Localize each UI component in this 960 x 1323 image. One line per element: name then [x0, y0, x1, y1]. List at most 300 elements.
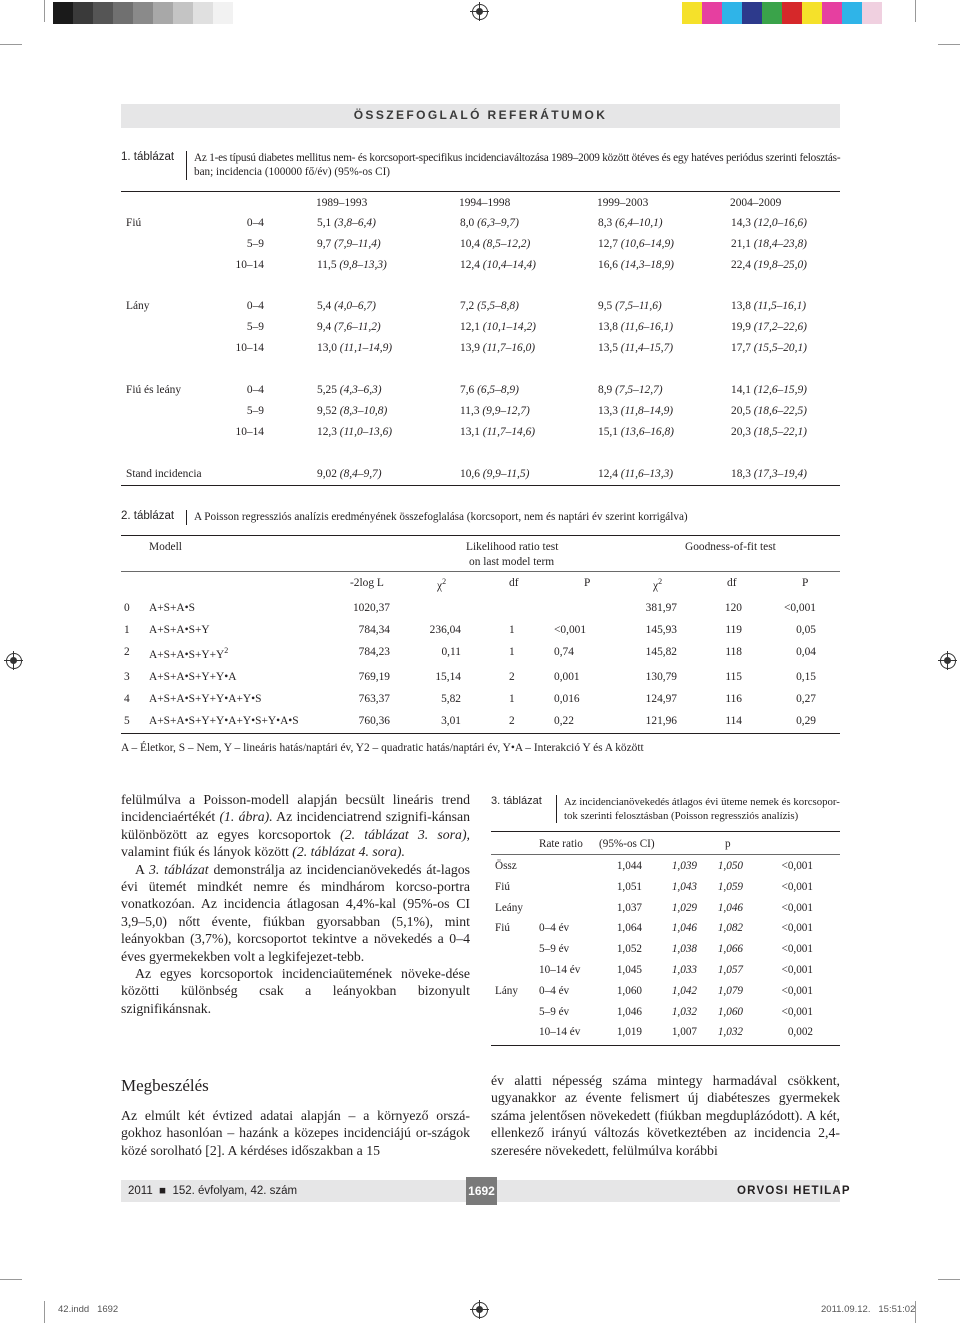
- registration-mark-left: [6, 653, 22, 669]
- slug-date: 2011.09.12. 15:51:02: [821, 1304, 916, 1315]
- ci-lower: 1,039: [671, 860, 697, 872]
- table3-head-p: p: [725, 838, 731, 850]
- loglik-value: 784,23: [358, 646, 390, 658]
- registration-mark-right: [940, 653, 956, 669]
- rate-value: 21,1: [731, 238, 751, 250]
- age-label: 5–9 év: [539, 943, 570, 956]
- p-value: 0,22: [554, 715, 574, 727]
- table-cell: [460, 321, 536, 333]
- p-value: 0,002: [787, 1026, 813, 1039]
- table3-head-rr: Rate ratio: [539, 838, 583, 850]
- chi-symbol: χ: [437, 579, 443, 592]
- ci-value: (18,6–22,5): [750, 405, 807, 417]
- period-header: 1989–1993: [316, 197, 368, 209]
- model-text: A+S+A•S+Y: [149, 624, 210, 636]
- p-value: 0,001: [554, 671, 580, 683]
- paragraph: [121, 791, 470, 861]
- page-number: 1692: [466, 1177, 497, 1205]
- p-value: <0,001: [781, 943, 813, 956]
- table-cell: [460, 405, 530, 417]
- table-cell: [460, 217, 519, 229]
- age-label: 5–9: [246, 405, 264, 417]
- gof-chi2-value: 145,93: [645, 624, 677, 636]
- ci-value: (18,5–22,1): [750, 426, 807, 438]
- loglik-value: 760,36: [358, 715, 390, 727]
- ci-upper: 1,032: [717, 1026, 743, 1039]
- table-cell: [317, 342, 392, 354]
- table1-caption: [194, 151, 842, 179]
- ci-lower: 1,043: [671, 880, 697, 893]
- ci-upper: 1,079: [717, 984, 743, 997]
- rate-value: 9,7: [317, 238, 332, 250]
- table-cell: [598, 300, 662, 312]
- ci-value: (11,6–13,3): [617, 468, 674, 480]
- loglik-value: 1020,37: [352, 602, 390, 614]
- table-cell: [598, 217, 663, 229]
- rate-value: 5,1: [317, 217, 332, 229]
- gof-chi2-value: 145,82: [645, 646, 677, 658]
- model-text: A+S+A•S+Y+Y•A+Y•S: [149, 693, 262, 705]
- rate-value: 18,3: [731, 468, 751, 480]
- rate-value: 5,4: [317, 300, 332, 312]
- body-left-column: [121, 791, 470, 1017]
- superscript: 2: [442, 577, 447, 586]
- gof-p-value: 0,27: [796, 693, 816, 705]
- superscript: 2: [224, 646, 229, 655]
- model-formula: [149, 671, 236, 683]
- p-value: <0,001: [781, 901, 813, 914]
- table3-mid-rule: [491, 854, 840, 855]
- p-value: <0,001: [781, 860, 813, 872]
- rate-value: 19,9: [731, 321, 751, 333]
- rate-value: 12,4: [460, 259, 480, 271]
- table1-caption-line1: Az 1-es típusú diabetes mellitus nem- és korcsoport-specifikus incidenciaváltozása 1989–2009 között ötéves és egy hatéves periódus szerinti felosztás-: [194, 152, 841, 164]
- rate-value: 12,1: [460, 321, 480, 333]
- p-value: <0,001: [554, 624, 587, 636]
- subhead-p: P: [802, 577, 809, 589]
- rate-value: 13,0: [317, 342, 337, 354]
- table-cell: [460, 300, 519, 312]
- slug-file: 42.indd 1692: [58, 1304, 119, 1315]
- rate-value: 13,9: [460, 342, 480, 354]
- table2-top-rule: [121, 535, 840, 536]
- table-cell: [731, 217, 807, 229]
- chi2-value: 15,14: [435, 671, 461, 683]
- ci-lower: 1,032: [671, 1005, 697, 1018]
- model-number: 5: [124, 715, 130, 727]
- ci-value: (17,2–22,6): [750, 321, 807, 333]
- text: Az incidenciatrend szignifi-kánsan különbözött az egyes korcsoportok: [121, 809, 470, 842]
- crop-mark: [938, 44, 960, 45]
- ci-upper: 1,066: [717, 943, 743, 956]
- rate-value: 9,5: [598, 300, 613, 312]
- figure-ref: (1. ábra).: [219, 809, 273, 825]
- p-value: <0,001: [781, 1005, 813, 1018]
- crop-mark: [44, 1301, 45, 1323]
- table-cell: [598, 384, 663, 396]
- gof-df-value: 114: [725, 715, 742, 727]
- rate-value: 20,3: [731, 426, 751, 438]
- table-cell: [731, 300, 806, 312]
- gof-df-value: 115: [725, 671, 742, 683]
- text: felülmúlva a Poisson-modell alapján becsült lineáris trend incidenciaértékét: [121, 792, 470, 825]
- registration-mark-top: [472, 4, 488, 20]
- ci-value: (11,5–16,1): [750, 300, 807, 312]
- rate-value: 5,25: [317, 384, 337, 396]
- caption-divider: [186, 510, 187, 525]
- model-number: 0: [124, 602, 130, 614]
- gof-p-value: <0,001: [783, 602, 816, 614]
- table1-label: 1. táblázat: [121, 151, 175, 163]
- ci-value: (5,5–8,8): [474, 300, 519, 312]
- ci-value: (8,5–12,2): [479, 238, 531, 250]
- crop-mark: [0, 44, 22, 45]
- subhead-chi2: [437, 577, 446, 592]
- age-label: 10–14 év: [539, 1026, 581, 1039]
- rate-value: 14,3: [731, 217, 751, 229]
- rate-value: 13,5: [598, 342, 618, 354]
- ci-lower: 1,042: [671, 984, 697, 997]
- chi2-value: 5,82: [441, 693, 461, 705]
- df-value: 1: [509, 624, 515, 636]
- rate-value: 8,3: [598, 217, 613, 229]
- section-title: ÖSSZEFOGLALÓ REFERÁTUMOK: [353, 108, 608, 122]
- p-value: <0,001: [781, 984, 813, 997]
- model-text: A+S+A•S+Y+Y: [149, 648, 225, 661]
- ci-value: (7,5–11,6): [612, 300, 662, 312]
- ci-value: (6,3–9,7): [474, 217, 519, 229]
- table1-top-rule: [121, 191, 840, 192]
- model-number: 4: [124, 693, 130, 705]
- ci-value: (11,7–16,0): [479, 342, 536, 354]
- table1-bottom-rule: [121, 485, 840, 486]
- table-cell: [731, 342, 807, 354]
- table-cell: [598, 238, 674, 250]
- rate-value: 15,1: [598, 426, 618, 438]
- ci-value: (11,1–14,9): [336, 342, 393, 354]
- caption-divider: [556, 795, 557, 823]
- loglik-value: 763,37: [358, 693, 390, 705]
- subhead-df: df: [727, 577, 737, 589]
- ci-value: (9,9–12,7): [479, 405, 530, 417]
- table-cell: [317, 217, 376, 229]
- table2-head-gof: Goodness-of-fit test: [685, 541, 776, 553]
- model-formula: [149, 624, 210, 636]
- period-header: 1994–1998: [459, 197, 511, 209]
- table-cell: [731, 259, 807, 271]
- ci-value: (11,6–16,1): [617, 321, 674, 333]
- table-cell: [460, 426, 535, 438]
- p-value: 0,74: [554, 646, 574, 658]
- ci-value: (7,6–11,2): [331, 321, 381, 333]
- ci-value: (9,8–13,3): [336, 259, 387, 271]
- table3-label: 3. táblázat: [491, 795, 542, 807]
- age-label: 0–4 év: [539, 922, 570, 935]
- gof-df-value: 119: [725, 624, 742, 636]
- age-label: 5–9 év: [539, 1005, 570, 1018]
- ci-value: (12,0–16,6): [750, 217, 807, 229]
- ci-value: (11,8–14,9): [617, 405, 674, 417]
- table2-caption: A Poisson regressziós analízis eredményének összefoglalása (korcsoport, nem és naptári év szerint korrigálva): [194, 511, 688, 523]
- table3-head-ci: (95%-os CI): [599, 838, 655, 850]
- age-label: 0–4: [246, 300, 264, 312]
- model-formula: [149, 693, 261, 705]
- age-label: 0–4: [246, 384, 264, 396]
- table2-footnote: A – Életkor, S – Nem, Y – lineáris hatás/naptári év, Y2 – quadratic hatás/naptári év, Y•A – Interakció Y és A között: [121, 742, 644, 754]
- ci-value: (6,5–8,9): [474, 384, 519, 396]
- table2-mid-rule: [121, 571, 840, 572]
- text: A: [135, 861, 150, 877]
- gof-p-value: 0,04: [796, 646, 816, 658]
- crop-mark: [0, 1279, 22, 1280]
- table-cell: [731, 426, 807, 438]
- model-formula: [149, 602, 195, 614]
- table-cell: [460, 259, 536, 271]
- rate-ratio: 1,044: [616, 860, 642, 872]
- crop-mark: [44, 0, 45, 22]
- table-cell: [598, 321, 673, 333]
- chi2-value: 0,11: [441, 646, 461, 658]
- ci-upper: 1,050: [717, 860, 743, 872]
- chi-symbol: χ: [653, 579, 659, 592]
- rate-ratio: 1,052: [616, 943, 642, 956]
- table-cell: [731, 405, 807, 417]
- text: valamint fiúk és lányok között: [121, 844, 293, 860]
- table2-bottom-rule: [121, 733, 840, 734]
- age-label: 10–14: [235, 259, 264, 271]
- ci-value: (11,4–15,7): [617, 342, 674, 354]
- paragraph: [121, 861, 470, 965]
- gof-p-value: 0,05: [796, 624, 816, 636]
- group-label: Fiú: [126, 217, 142, 229]
- rate-value: 8,9: [598, 384, 613, 396]
- crop-mark: [938, 1279, 960, 1280]
- ci-value: (11,7–14,6): [479, 426, 536, 438]
- rate-value: 12,4: [598, 468, 618, 480]
- ci-lower: 1,007: [671, 1026, 697, 1039]
- table-cell: [317, 238, 381, 250]
- stand-label: Stand incidencia: [126, 468, 202, 480]
- rate-value: 13,3: [598, 405, 618, 417]
- rate-value: 13,8: [598, 321, 618, 333]
- table-cell: [317, 468, 382, 480]
- table3-top-rule: [491, 831, 840, 832]
- gof-p-value: 0,29: [796, 715, 816, 727]
- table2-head-model: Modell: [149, 541, 182, 553]
- rate-value: 9,4: [317, 321, 332, 333]
- rate-value: 13,1: [460, 426, 480, 438]
- table2-label: 2. táblázat: [121, 510, 175, 522]
- group-label: Lány: [495, 984, 518, 997]
- gof-df-value: 118: [725, 646, 742, 658]
- table-cell: [460, 384, 519, 396]
- table-cell: [731, 468, 807, 480]
- ci-upper: 1,060: [717, 1005, 743, 1018]
- table-ref: 3. táblázat: [149, 861, 209, 877]
- table-cell: [731, 321, 807, 333]
- ci-value: (13,6–16,8): [617, 426, 674, 438]
- paragraph: Az egyes korcsoportok incidenciaütemének növeke-dése közötti különbség csak a leányokban bizonyult szignifikánsnak.: [121, 966, 470, 1016]
- p-value: <0,001: [781, 922, 813, 935]
- ci-value: (14,3–18,9): [617, 259, 674, 271]
- gof-chi2-value: 130,79: [645, 671, 677, 683]
- rate-value: 16,6: [598, 259, 618, 271]
- table3-bottom-rule: [491, 1045, 840, 1046]
- df-value: 1: [509, 646, 515, 658]
- ci-value: (3,8–6,4): [331, 217, 376, 229]
- color-bar-right: [682, 2, 882, 24]
- period-header: 2004–2009: [730, 197, 782, 209]
- ci-upper: 1,046: [717, 901, 743, 914]
- rate-value: 8,0: [460, 217, 475, 229]
- model-text: A+S+A•S+Y+Y•A: [149, 671, 237, 683]
- rate-ratio: 1,051: [616, 880, 642, 893]
- table-cell: [598, 342, 673, 354]
- table-cell: [317, 405, 387, 417]
- ci-value: (12,6–15,9): [750, 384, 807, 396]
- model-text: A+S+A•S+Y+Y•A+Y•S+Y•A•S: [149, 715, 299, 727]
- age-label: 0–4: [246, 217, 264, 229]
- subhead-p: P: [584, 577, 591, 589]
- group-label: Fiú: [495, 880, 510, 893]
- subhead-chi2: [653, 577, 662, 592]
- model-number: 2: [124, 646, 130, 658]
- subhead-df: df: [509, 577, 519, 589]
- rate-ratio: 1,037: [616, 901, 642, 914]
- caption-divider: [186, 151, 187, 180]
- model-formula: [149, 646, 228, 661]
- ci-value: (4,0–6,7): [331, 300, 376, 312]
- ci-value: (19,8–25,0): [750, 259, 807, 271]
- footer-issue: 2011 ■ 152. évfolyam, 42. szám: [128, 1185, 298, 1197]
- group-label: Lány: [126, 300, 150, 312]
- rate-ratio: 1,064: [616, 922, 642, 935]
- rate-value: 12,7: [598, 238, 618, 250]
- table-cell: [731, 384, 807, 396]
- rate-value: 9,52: [317, 405, 337, 417]
- model-formula: [149, 715, 299, 727]
- rate-value: 22,4: [731, 259, 751, 271]
- crop-mark: [915, 0, 916, 22]
- age-label: 0–4 év: [539, 984, 570, 997]
- subhead-loglik: -2log L: [350, 577, 384, 589]
- rate-value: 7,6: [460, 384, 475, 396]
- gof-chi2-value: 124,97: [645, 693, 677, 705]
- rate-ratio: 1,019: [616, 1026, 642, 1039]
- ci-value: (11,0–13,6): [336, 426, 393, 438]
- ci-value: (10,1–14,2): [479, 321, 536, 333]
- rate-value: 14,1: [731, 384, 751, 396]
- rate-value: 9,02: [317, 468, 337, 480]
- chi2-value: 236,04: [429, 624, 461, 636]
- group-label: Leány: [495, 901, 523, 914]
- table-cell: [460, 238, 530, 250]
- rate-value: 10,4: [460, 238, 480, 250]
- gof-df-value: 116: [725, 693, 742, 705]
- ci-value: (6,4–10,1): [612, 217, 663, 229]
- ci-lower: 1,038: [671, 943, 697, 956]
- text: demonstrálja az incidencianövekedés át-lagos évi ütemét mindkét nemre és mindhárom korcso-portra vonatkozóan. Az incidencia átlagosan 4,4%-kal (95%-os CI 3,9–5,0) nőtt évente, fiúkban gyorsabban (5,1%), mint leányokban (3,7%), korcsoportot tekintve a növekedés a 0–4 éves gyermekekben volt a legkifejezet-tebb.: [121, 861, 470, 964]
- table-ref: (2. táblázat 3. sora),: [340, 826, 470, 842]
- table1-caption-line2: ban; incidencia (100000 fő/év) (95%-os CI): [194, 166, 391, 178]
- ci-value: (10,6–14,9): [617, 238, 674, 250]
- table-cell: [731, 238, 807, 250]
- ci-upper: 1,059: [717, 880, 743, 893]
- rate-value: 7,2: [460, 300, 475, 312]
- period-header: 1999–2003: [597, 197, 649, 209]
- table-cell: [598, 468, 673, 480]
- body-left-discussion: Az elmúlt két évtized adatai alapján – a környező orszá-gokhoz hasonlóan – hazánk a közepes incidenciájú or-szágok közé sorolható [2]. A kérdéses időszakban a 15: [121, 1108, 470, 1158]
- ci-lower: 1,033: [671, 964, 697, 976]
- body-right-column: év alatti népesség száma mintegy harmadával csökkent, ugyanakkor az évente felismert új diabéteszes gyermekek száma jelentősen növekedett (fiúkban megduplázódott). A két, ellenkező irányú változás következtében az incidencia 2,4-szeresére növekedett, felülmúlva korábbi: [491, 1073, 840, 1158]
- table-cell: [460, 468, 529, 480]
- table-cell: [598, 426, 674, 438]
- table-cell: [317, 384, 382, 396]
- table3-caption-line2: tok szerinti felosztásban (Poisson regressziós analízis): [564, 810, 799, 822]
- age-label: 10–14: [235, 342, 264, 354]
- rate-value: 13,8: [731, 300, 751, 312]
- footer-journal: ORVOSI HETILAP: [737, 1185, 851, 1197]
- rate-ratio: 1,045: [616, 964, 642, 976]
- group-label: Össz: [495, 860, 517, 872]
- section-heading: Megbeszélés: [121, 1076, 209, 1095]
- rate-value: 20,5: [731, 405, 751, 417]
- table-cell: [317, 321, 381, 333]
- rate-ratio: 1,046: [616, 1005, 642, 1018]
- gof-chi2-value: 121,96: [645, 715, 677, 727]
- superscript: 2: [658, 577, 663, 586]
- age-label: 10–14 év: [539, 964, 581, 976]
- df-value: 2: [509, 671, 515, 683]
- rate-ratio: 1,060: [616, 984, 642, 997]
- color-bar-left: [53, 2, 233, 24]
- group-label: Fiú: [495, 922, 510, 935]
- ci-upper: 1,057: [717, 964, 743, 976]
- table2-head-lr1: Likelihood ratio test: [466, 541, 559, 553]
- age-label: 5–9: [246, 321, 264, 333]
- ci-value: (15,5–20,1): [750, 342, 807, 354]
- age-label: 10–14: [235, 426, 264, 438]
- ci-value: (8,4–9,7): [336, 468, 382, 480]
- loglik-value: 784,34: [358, 624, 390, 636]
- age-label: 5–9: [246, 238, 264, 250]
- p-value: <0,001: [781, 880, 813, 893]
- ci-value: (7,5–12,7): [612, 384, 663, 396]
- df-value: 2: [509, 715, 515, 727]
- table3-caption: [564, 795, 840, 823]
- ci-upper: 1,082: [717, 922, 743, 935]
- ci-value: (4,3–6,3): [336, 384, 382, 396]
- table-cell: [598, 405, 673, 417]
- table-cell: [598, 259, 674, 271]
- ci-lower: 1,046: [671, 922, 697, 935]
- rate-value: 11,3: [460, 405, 480, 417]
- table-cell: [460, 342, 535, 354]
- table3-caption-line1: Az incidencianövekedés átlagos évi üteme nemek és korcsopor-: [564, 796, 840, 808]
- table-cell: [317, 300, 376, 312]
- rate-value: 17,7: [731, 342, 751, 354]
- df-value: 1: [509, 693, 515, 705]
- registration-mark-bottom: [472, 1302, 488, 1318]
- rate-value: 10,6: [460, 468, 480, 480]
- gof-df-value: 120: [724, 602, 742, 614]
- group-label: Fiú és leány: [126, 384, 182, 396]
- chi2-value: 3,01: [441, 715, 461, 727]
- table-cell: [317, 426, 392, 438]
- table-ref: (2. táblázat 4. sora).: [292, 844, 405, 860]
- model-text: A+S+A•S: [149, 602, 195, 614]
- gof-p-value: 0,15: [796, 671, 816, 683]
